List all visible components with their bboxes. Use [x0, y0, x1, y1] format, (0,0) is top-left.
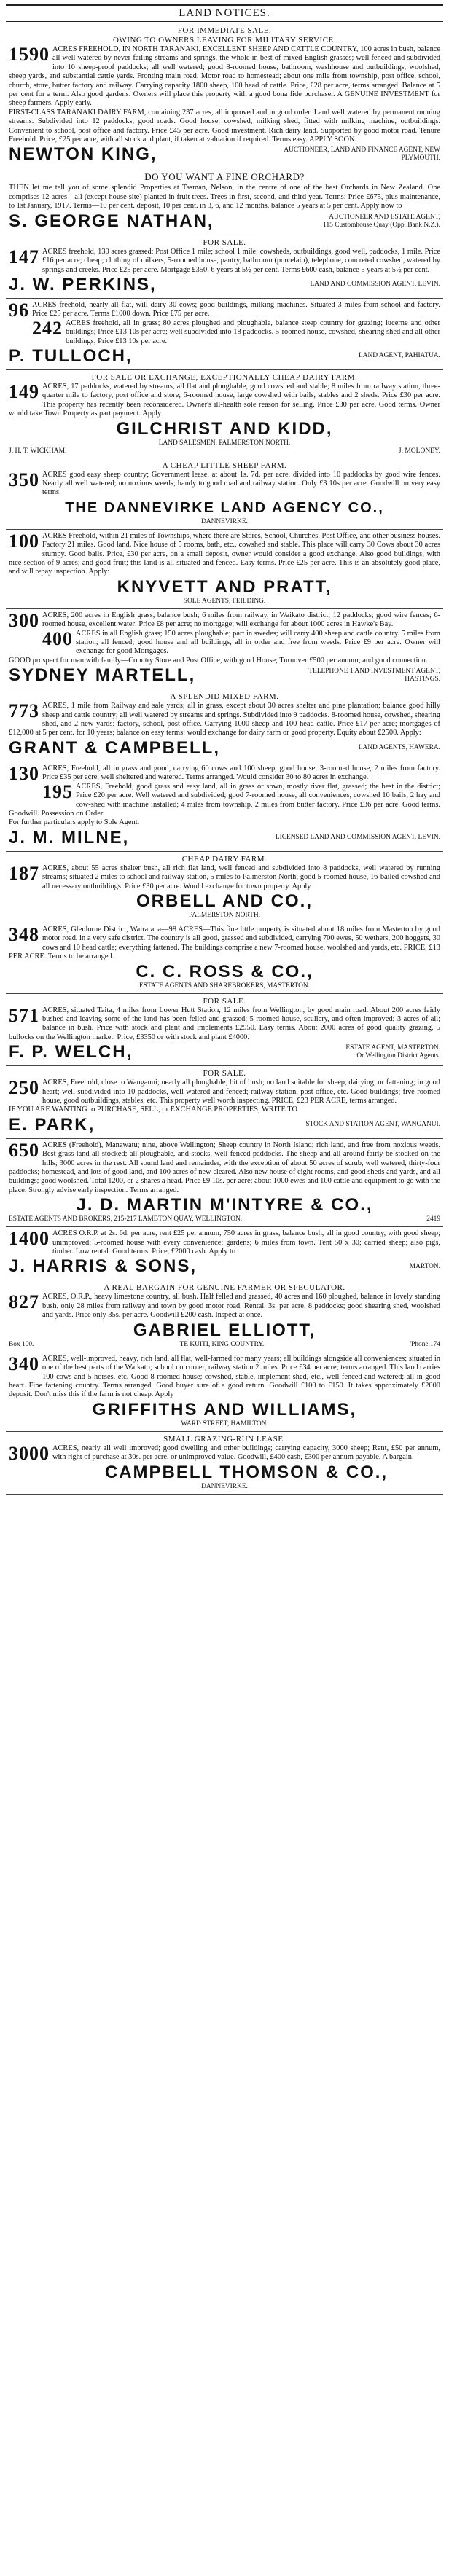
agent-name: SYDNEY MARTELL,	[9, 665, 196, 686]
ad-body	[9, 45, 440, 109]
agent-name: GILCHRIST AND KIDD,	[116, 418, 333, 439]
agent-title: AUCTIONEER AND ESTATE AGENT,	[329, 213, 440, 221]
agent-name: KNYVETT AND PRATT,	[117, 576, 332, 597]
ad-welch	[6, 994, 443, 1067]
ad-text: ACRES, well-improved, heavy, rich land, all flat, well-farmed for many years; all buildings alongside all conveniences; situated in one of the best parts of the Waikato; school on corner, railway station 2 miles. Price £34 per acre; terms arranged. This land carries 100 cows and 5 horses, etc. Good 8-roomed house; cowshed, stable, implement shed, etc., well fenced and watered; all in good heart. Fine fattening country. Terms arranged. Good buyer sure of a good return. Goodwill £100 to £150. It takes approximately £2000 deposit. Don't miss this if the farm is not cheap. Apply	[9, 1354, 440, 1399]
ad-text: ACRES, Freehold, close to Wanganui; nearly all ploughable; bit of bush; no land suitable for sheep, dairying, or fattening; in good heart; well subdivided into 10 paddocks, well watered and fenced; railway station, post office, etc. Good buildings; five-roomed house, good outbuildings, stables, etc. This property well worth inspecting. PRICE, £23 PER ACRE, terms arranged.	[42, 1078, 440, 1105]
ad-text: ACRES, O.R.P., heavy limestone country, all bush. Half felled and grassed, 40 acres and 160 ploughed, balance in lovely standing bush, only 28 miles from railway and town by good motor road. Rental, 3s. per acre. 8 paddocks; good shearing shed, woolshed and yards. Price only 35s. per acre. Goodwill £200 cash. Inspect at once.	[42, 1293, 440, 1320]
ad-newton-king	[6, 23, 443, 168]
ad-body	[9, 1078, 440, 1105]
acreage-lead: 147	[9, 246, 39, 267]
ad-text: ACRES, Freehold, all in grass and good, carrying 60 cows and 100 sheep, good house; 3-roomed house, 2 miles from factory. Price £35 per acre, well sheltered and watered. Terms arranged. Would consider 30 to 80 acres in exchange.	[42, 764, 440, 782]
acreage-lead: 250	[9, 1077, 39, 1099]
ad-milne	[6, 762, 443, 852]
agent-address: WARD STREET, HAMILTON.	[181, 1420, 268, 1428]
ad-perkins	[6, 235, 443, 299]
acreage-lead: 350	[9, 469, 39, 490]
agent-row	[9, 144, 440, 165]
agent-address: LAND AGENT, PAHIATUA.	[359, 352, 440, 360]
agent-name: F. P. WELCH,	[9, 1042, 133, 1062]
ad-body	[9, 864, 440, 891]
ad-body	[9, 702, 440, 738]
agent-name: J. D. MARTIN M'INTYRE & CO.,	[76, 1195, 373, 1215]
ad-heading: FOR SALE.	[203, 996, 246, 1006]
ad-text: ACRES, Freehold, good grass and easy land, all in grass or sown, mostly river flat, grassed; the best in the district; Price £20 per acre. Well watered and subdivided; good 7-roomed house, all conveniences, cowshed 10 bails, 2 hay and cow-shed with machine installed; 4 miles from township, 2 miles from butter factory. Price £36 per acre. Good terms. Goodwill. Possession on Order.	[9, 782, 440, 818]
ad-campbell-thomson	[6, 1432, 443, 1495]
agent-title: ESTATE AGENT, MASTERTON.	[345, 1044, 440, 1052]
ad-text: THEN let me tell you of some splendid Properties at Tasman, Nelson, in the centre of one of the best Orchards in New Zealand. One comprises 12 acres—all (except house site) planted in fruit trees. Trees in first, second, and third year. Terms: Price £675, plus maintenance, to 1st January, 1917. Terms—10 per cent. deposit, 10 per cent. in 3, 6, and 12 months, balance 5 years at 5 per cent. Apply now to	[9, 184, 440, 211]
agent-row	[9, 665, 440, 686]
ad-text: For further particulars apply to Sole Agent.	[9, 818, 140, 827]
agent-address: PALMERSTON NORTH.	[189, 911, 260, 919]
acreage-lead: 100	[9, 530, 39, 552]
ad-tulloch	[6, 299, 443, 370]
ad-text: ACRES (Freehold), Manawatu; nine, above Wellington; Sheep country in North Island; rich land, and free from noxious weeds. Best grass land all stocked; all ploughable, and stocks, well-fenced paddocks. The sheep and all around fairly be stocked on the hills; 3000 acres in the rest. All sound land and remainder, with the exception of about 50 acres of scrub, well watered, thirty-four paddocks; homestead, and lots of good land, and 100 acres of new cleared. Also new house of eight rooms, and good sheds and yards, and all buildings; good woolshed. Total 1200, or 2 shares a head. Price £9 10s. per acre; about 1000 ewes and 100 cattle and equipment to go with the place. Strongly advise early inspection. Terms arranged.	[9, 1140, 440, 1194]
acreage-lead: 1590	[9, 44, 50, 65]
acreage-lead: 149	[9, 380, 39, 402]
ad-body-extra: FIRST-CLASS TARANAKI DAIRY FARM, containing 237 acres, all improved and in good order. Land well watered by permanent running streams. Subdivided into 12 paddocks, good roads. Good house, cowshed, milking shed, fitted with milking machine, outbuildings. Convenient to school, post office and factory. Price £45 per acre. Good investment. Rich dairy land. Supported by good motor road. Tenure Freehold. Price, £25 per acre, with all stock and plant, if taken at valuation if required. Terms easy. APPLY SOON.	[9, 108, 440, 144]
ad-heading: FOR SALE.	[203, 238, 246, 247]
ad-dannevirke-land	[6, 458, 443, 530]
ad-text: ACRES good easy sheep country; Government lease, at about 1s. 7d. per acre, divided into 10 paddocks by good wire fences. Nearly all well watered; no noxious weeds; handy to good road and railway station. Only £3 10s per acre. Goodwill on very easy terms.	[42, 470, 440, 497]
ad-text: ACRES, 1 mile from Railway and sale yards; all in grass, except about 30 acres shelter and pine plantation; balance good hilly sheep and cattle country; all well watered by streams and springs. Subdivided into 9 paddocks. 8-roomed house, cowshed, shearing shed, and 2 new yards; factory, school, post-office. Carrying 1000 sheep and 100 head cattle. Price £17 per acre; mortgages of £12,000 at 5 per cent. for 10 years; balance on easy terms; would exchange for dairy farm or good property. Equity about £2500. Apply:	[9, 702, 440, 737]
ad-body	[9, 471, 440, 498]
ad-heading: FOR SALE.	[203, 1069, 246, 1078]
box-number: Box 100.	[9, 1340, 34, 1348]
ad-body	[9, 532, 440, 577]
agent-name: CAMPBELL THOMSON & CO.,	[104, 1462, 389, 1482]
agent-name: NEWTON KING,	[9, 144, 157, 165]
ad-grant-campbell	[6, 689, 443, 762]
agent-address: ESTATE AGENTS AND SHAREBROKERS, MASTERTON.	[139, 982, 310, 990]
agent-address: STOCK AND STATION AGENT, WANGANUI.	[305, 1121, 440, 1129]
partner-name: J. H. T. WICKHAM.	[9, 447, 67, 455]
acreage-lead: 340	[9, 1352, 39, 1374]
ad-body	[9, 301, 440, 319]
ad-s-george-nathan	[6, 168, 443, 235]
phone-number: 'Phone 174	[410, 1340, 440, 1348]
agent-name: E. PARK,	[9, 1114, 95, 1135]
acreage-lead: 571	[9, 1004, 39, 1026]
ad-ref-number: 2419	[426, 1215, 440, 1224]
ad-orbell	[6, 852, 443, 923]
agent-address: MARTON.	[409, 1262, 440, 1270]
agent-name: J. M. MILNE,	[9, 827, 130, 847]
agent-name: P. TULLOCH,	[9, 345, 133, 366]
ad-gilchrist-kidd	[6, 370, 443, 458]
acreage-lead: 96	[9, 299, 29, 321]
agent-address: LAND SALESMEN, PALMERSTON NORTH.	[158, 439, 291, 447]
land-notices-page	[6, 0, 443, 1495]
ad-body	[9, 1229, 440, 1256]
acreage-lead: 1400	[9, 1228, 50, 1250]
ad-body	[9, 780, 440, 819]
agent-address: ESTATE AGENTS AND BROKERS, 215-217 LAMBTON QUAY, WELLINGTON.	[9, 1215, 243, 1224]
ad-heading: FOR IMMEDIATE SALE.	[177, 26, 272, 35]
ad-text: ACRES FREEHOLD, IN NORTH TARANAKI, EXCELLENT SHEEP AND CATTLE COUNTRY, 100 acres in bush, balance all well watered by never-failing streams and springs, the whole in best of mixed English grasses; well fenced and subdivided into 10 sheep-proof paddocks; all well watered; good 8-roomed house, bathroom, washhouse and outbuildings, woolshed, sheep yards, and substantial cattle yards. Fronting main road. Motor road to homestead; about one mile from township, post office, school, church, store, butter factory and railway. Carrying capacity 1800 sheep, 100 head of cattle. Price, £28 per acre, terms arranged. Balance at 5 per cent for a term. Also good gardens. Owners will place this property with a good bona fide purchaser. A GENUINE INVESTMENT for sheep farmers. Apply early.	[9, 45, 440, 108]
acreage-lead: 130	[9, 762, 39, 784]
ad-heading: DO YOU WANT A FINE ORCHARD?	[144, 171, 305, 183]
ad-body	[9, 1444, 440, 1463]
ad-text: IF YOU ARE WANTING to PURCHASE, SELL, or EXCHANGE PROPERTIES, WRITE TO	[9, 1105, 297, 1114]
agent-address: DANNEVIRKE.	[201, 517, 248, 525]
ad-sydney-martell	[6, 609, 443, 689]
agent-address: DANNEVIRKE.	[201, 1482, 248, 1490]
agent-address: TE KUITI, KING COUNTRY.	[179, 1340, 265, 1348]
agent-name: J. HARRIS & SONS,	[9, 1256, 198, 1277]
ad-heading: FOR SALE OR EXCHANGE, EXCEPTIONALLY CHEAP DAIRY FARM.	[91, 372, 358, 382]
ad-text: ACRES, 17 paddocks, watered by streams, all flat and ploughable, good cowshed and stable; 8 miles from railway station, three-quarter mile to factory, post office and store; 6-roomed house, large cowshed with bails, stables and 2 sheds. Price £30 per acre. This property has recently been reconsidered. Owner's ill-health sole reason for selling. Price £30 per acre. Good terms. Owner would take Town Property as part payment. Apply	[9, 382, 440, 418]
ad-ross	[6, 923, 443, 994]
agent-address: SOLE AGENTS, FEILDING.	[183, 597, 266, 605]
ad-text: ACRES, situated Taita, 4 miles from Lower Hutt Station, 12 miles from Wellington, by good main road. About 200 acres fairly bushed and leaving some of the land has been felled and grassed; 5-roomed house, scullery, and often improved; 3 acres of all; balance in bush. Price with stock and plant and implements £2950. Easy terms. About 2000 acres of good quality grazing, 5 bullocks on the Wellington market. Price, £3350 or with stock and plant £4000.	[9, 1006, 440, 1041]
agent-row	[9, 1042, 440, 1062]
agent-row	[9, 828, 440, 848]
partner-name: J. MOLONEY.	[398, 447, 440, 455]
agent-name: C. C. ROSS & CO.,	[136, 961, 313, 982]
ad-heading: CHEAP DAIRY FARM.	[181, 854, 268, 864]
ad-heading: A REAL BARGAIN FOR GENUINE FARMER OR SPECULATOR.	[104, 1283, 345, 1293]
acreage-lead: 773	[9, 700, 39, 722]
ad-body	[9, 627, 440, 657]
partner-names	[9, 447, 440, 455]
acreage-lead: 650	[9, 1139, 39, 1161]
ad-heading: OWING TO OWNERS LEAVING FOR MILITARY SERVICE.	[112, 36, 337, 44]
ad-body	[9, 1293, 440, 1320]
acreage-lead: 300	[9, 609, 39, 631]
ad-heading: A SPLENDID MIXED FARM.	[170, 692, 279, 702]
ad-body	[9, 764, 440, 783]
ad-body	[9, 1352, 440, 1400]
agent-name: GRIFFITHS AND WILLIAMS,	[92, 1399, 357, 1420]
ad-park	[6, 1066, 443, 1139]
agent-row	[9, 1256, 440, 1277]
ad-heading: A CHEAP LITTLE SHEEP FARM.	[162, 461, 287, 470]
ad-text: ACRES in all English grass; 150 acres ploughable; part in swedes; will carry 400 sheep and cattle country. 5 miles from station; all fenced; good house and all buildings, all in order and free from weeds. Price £9 per acre. Owner will exchange for good Mortgages.	[76, 629, 440, 656]
agent-name: S. GEORGE NATHAN,	[9, 211, 214, 231]
ad-heading: SMALL GRAZING-RUN LEASE.	[163, 1434, 286, 1444]
ad-griffiths-williams	[6, 1352, 443, 1432]
ad-elliott	[6, 1280, 443, 1352]
ad-martin-mintyre	[6, 1139, 443, 1227]
agent-row	[9, 1115, 440, 1135]
agent-address: AUCTIONEER, LAND AND FINANCE AGENT, NEW PLYMOUTH.	[284, 146, 440, 163]
ad-text: ACRES, nearly all well improved; good dwelling and other buildings; carrying capacity, 3000 sheep; Rent, £50 per annum, with right of purchase at 30s. per acre, or unimproved value. Goodwill, £400 cash, £300 per annum payable, A bargain.	[52, 1444, 440, 1462]
ad-text: ACRES, about 55 acres shelter bush, all rich flat land, well fenced and subdivided into 8 paddocks, well watered by running streams; situated 2 miles to school and railway station, 5 miles to Palmerston North; good 5-roomed house, 16-bailed cowshed and all necessary outbuildings. Price £30 per acre. Would exchange for town property. Apply	[42, 864, 440, 890]
ad-text: GOOD prospect for man with family—Country Store and Post Office, with good House; Turnover £500 per annum; and good connection.	[9, 656, 428, 665]
ad-text: ACRES freehold, 130 acres grassed; Post Office 1 mile; school 1 mile; cowsheds, outbuildings, good well, paddocks, 1 mile. Price £16 per acre; cheap; clothing of milkers, 5-roomed house, pantry, bathroom (porcelain), telephone, concreted cowshed, watered by springs and creeks. Price £25 per acre. Mortgage £350, 6 years at 5½ per cent. Terms £600 cash, balance 5 years at 5½ per cent.	[42, 247, 440, 274]
acreage-lead: 3000	[9, 1442, 50, 1464]
ad-text: ACRES O.R.P. at 2s. 6d. per acre, rent £25 per annum, 750 acres in grass, balance bush, all in good country, with good sheep; unimproved; 5-roomed house with every convenience; gardens; 6 miles from town. Tent 50 x 30; carried sheep; also pigs, timber. Low rental. Good terms. Price, £2000 cash. Apply to	[52, 1229, 440, 1256]
acreage-lead: 827	[9, 1291, 39, 1313]
ad-text: ACRES freehold, all in grass; 80 acres ploughed and ploughable, balance steep country for grazing; lucerne and other buildings; Price £13 10s per acre; well subdivided into 18 paddocks. 5-roomed house, cowshed, shearing shed and all other buildings; Price £13 10s per acre.	[66, 318, 440, 345]
ad-text: ACRES, Glenlorne District, Wairarapa—98 ACRES—This fine little property is situated about 18 miles from Masterton by good motor road, in a very safe district. The country is all good, grassed and subdivided, carrying 700 ewes, 50 wethers, 200 hoggets, 30 cows and 10 head cattle; everything fattened. The buildings comprise a new 7-roomed house, woolshed and yards, etc. PRICE, £13 PER ACRE. Terms to be arranged.	[9, 925, 440, 961]
ad-body	[9, 1006, 440, 1043]
agent-address: 115 Customhouse Quay (Opp. Bank N.Z.).	[323, 221, 440, 229]
ad-harris	[6, 1227, 443, 1280]
agent-name: GRANT & CAMPBELL,	[9, 737, 220, 758]
agent-address: TELEPHONE 1 AND INVESTMENT AGENT, HASTINGS.	[308, 668, 440, 684]
agent-name: ORBELL AND CO.,	[136, 890, 313, 911]
agent-row	[9, 211, 440, 232]
ad-text: ACRES, 200 acres in English grass, balance bush; 6 miles from railway, in Waikato district; 12 paddocks; good wire fences; 6-roomed house, excellent water; Price £8 per acre; no mortgage; will exchange for about 1000 acres in Hawke's Bay.	[42, 611, 440, 629]
agent-name: J. W. PERKINS,	[9, 274, 157, 294]
agent-address: Or Wellington District Agents.	[356, 1052, 440, 1060]
ad-body	[9, 380, 440, 419]
agent-row	[9, 738, 440, 759]
ad-knyvett-pratt	[6, 530, 443, 609]
ad-body	[9, 611, 440, 630]
section-header: LAND NOTICES.	[6, 4, 443, 22]
agent-row	[9, 346, 440, 367]
agent-address: LICENSED LAND AND COMMISSION AGENT, LEVIN.	[275, 834, 440, 842]
agent-address: LAND AND COMMISSION AGENT, LEVIN.	[310, 281, 440, 289]
ad-body	[9, 248, 440, 275]
agent-address: LAND AGENTS, HAWERA.	[358, 744, 440, 752]
agent-name: THE DANNEVIRKE LAND AGENCY CO.,	[65, 499, 384, 516]
acreage-lead: 195	[42, 780, 73, 802]
ad-text: ACRES freehold, nearly all flat, will dairy 30 cows; good buildings, milking machines. Situated 3 miles from school and factory. Price £25 per acre. Terms £1000 down. Price £75 per acre.	[32, 300, 440, 318]
ad-body	[9, 925, 440, 962]
acreage-lead: 187	[9, 862, 39, 884]
agent-name: GABRIEL ELLIOTT,	[133, 1320, 316, 1340]
agent-row	[9, 275, 440, 295]
ad-body	[9, 1141, 440, 1195]
acreage-lead: 242	[32, 317, 63, 339]
acreage-lead: 400	[42, 627, 73, 649]
ad-text: ACRES Freehold, within 21 miles of Townships, where there are Stores, School, Churches, Post Office, and other business houses. Factory 21 miles. Good land. Nice house of 5 rooms, bath, etc., cowshed and stable. This place will carry 30 Cows about 30 acres stumpy. Good bails. Price, £30 per acre, on a small deposit, owner would consider a good exchange. Also good buildings, with nice section of 9 acres; and good fruit; this land is all situated and fenced. Easy terms. Price £25 per acre. This is an absolutely good place, and will repay inspection. Apply:	[9, 531, 440, 576]
ad-body	[9, 319, 440, 346]
acreage-lead: 348	[9, 923, 39, 945]
